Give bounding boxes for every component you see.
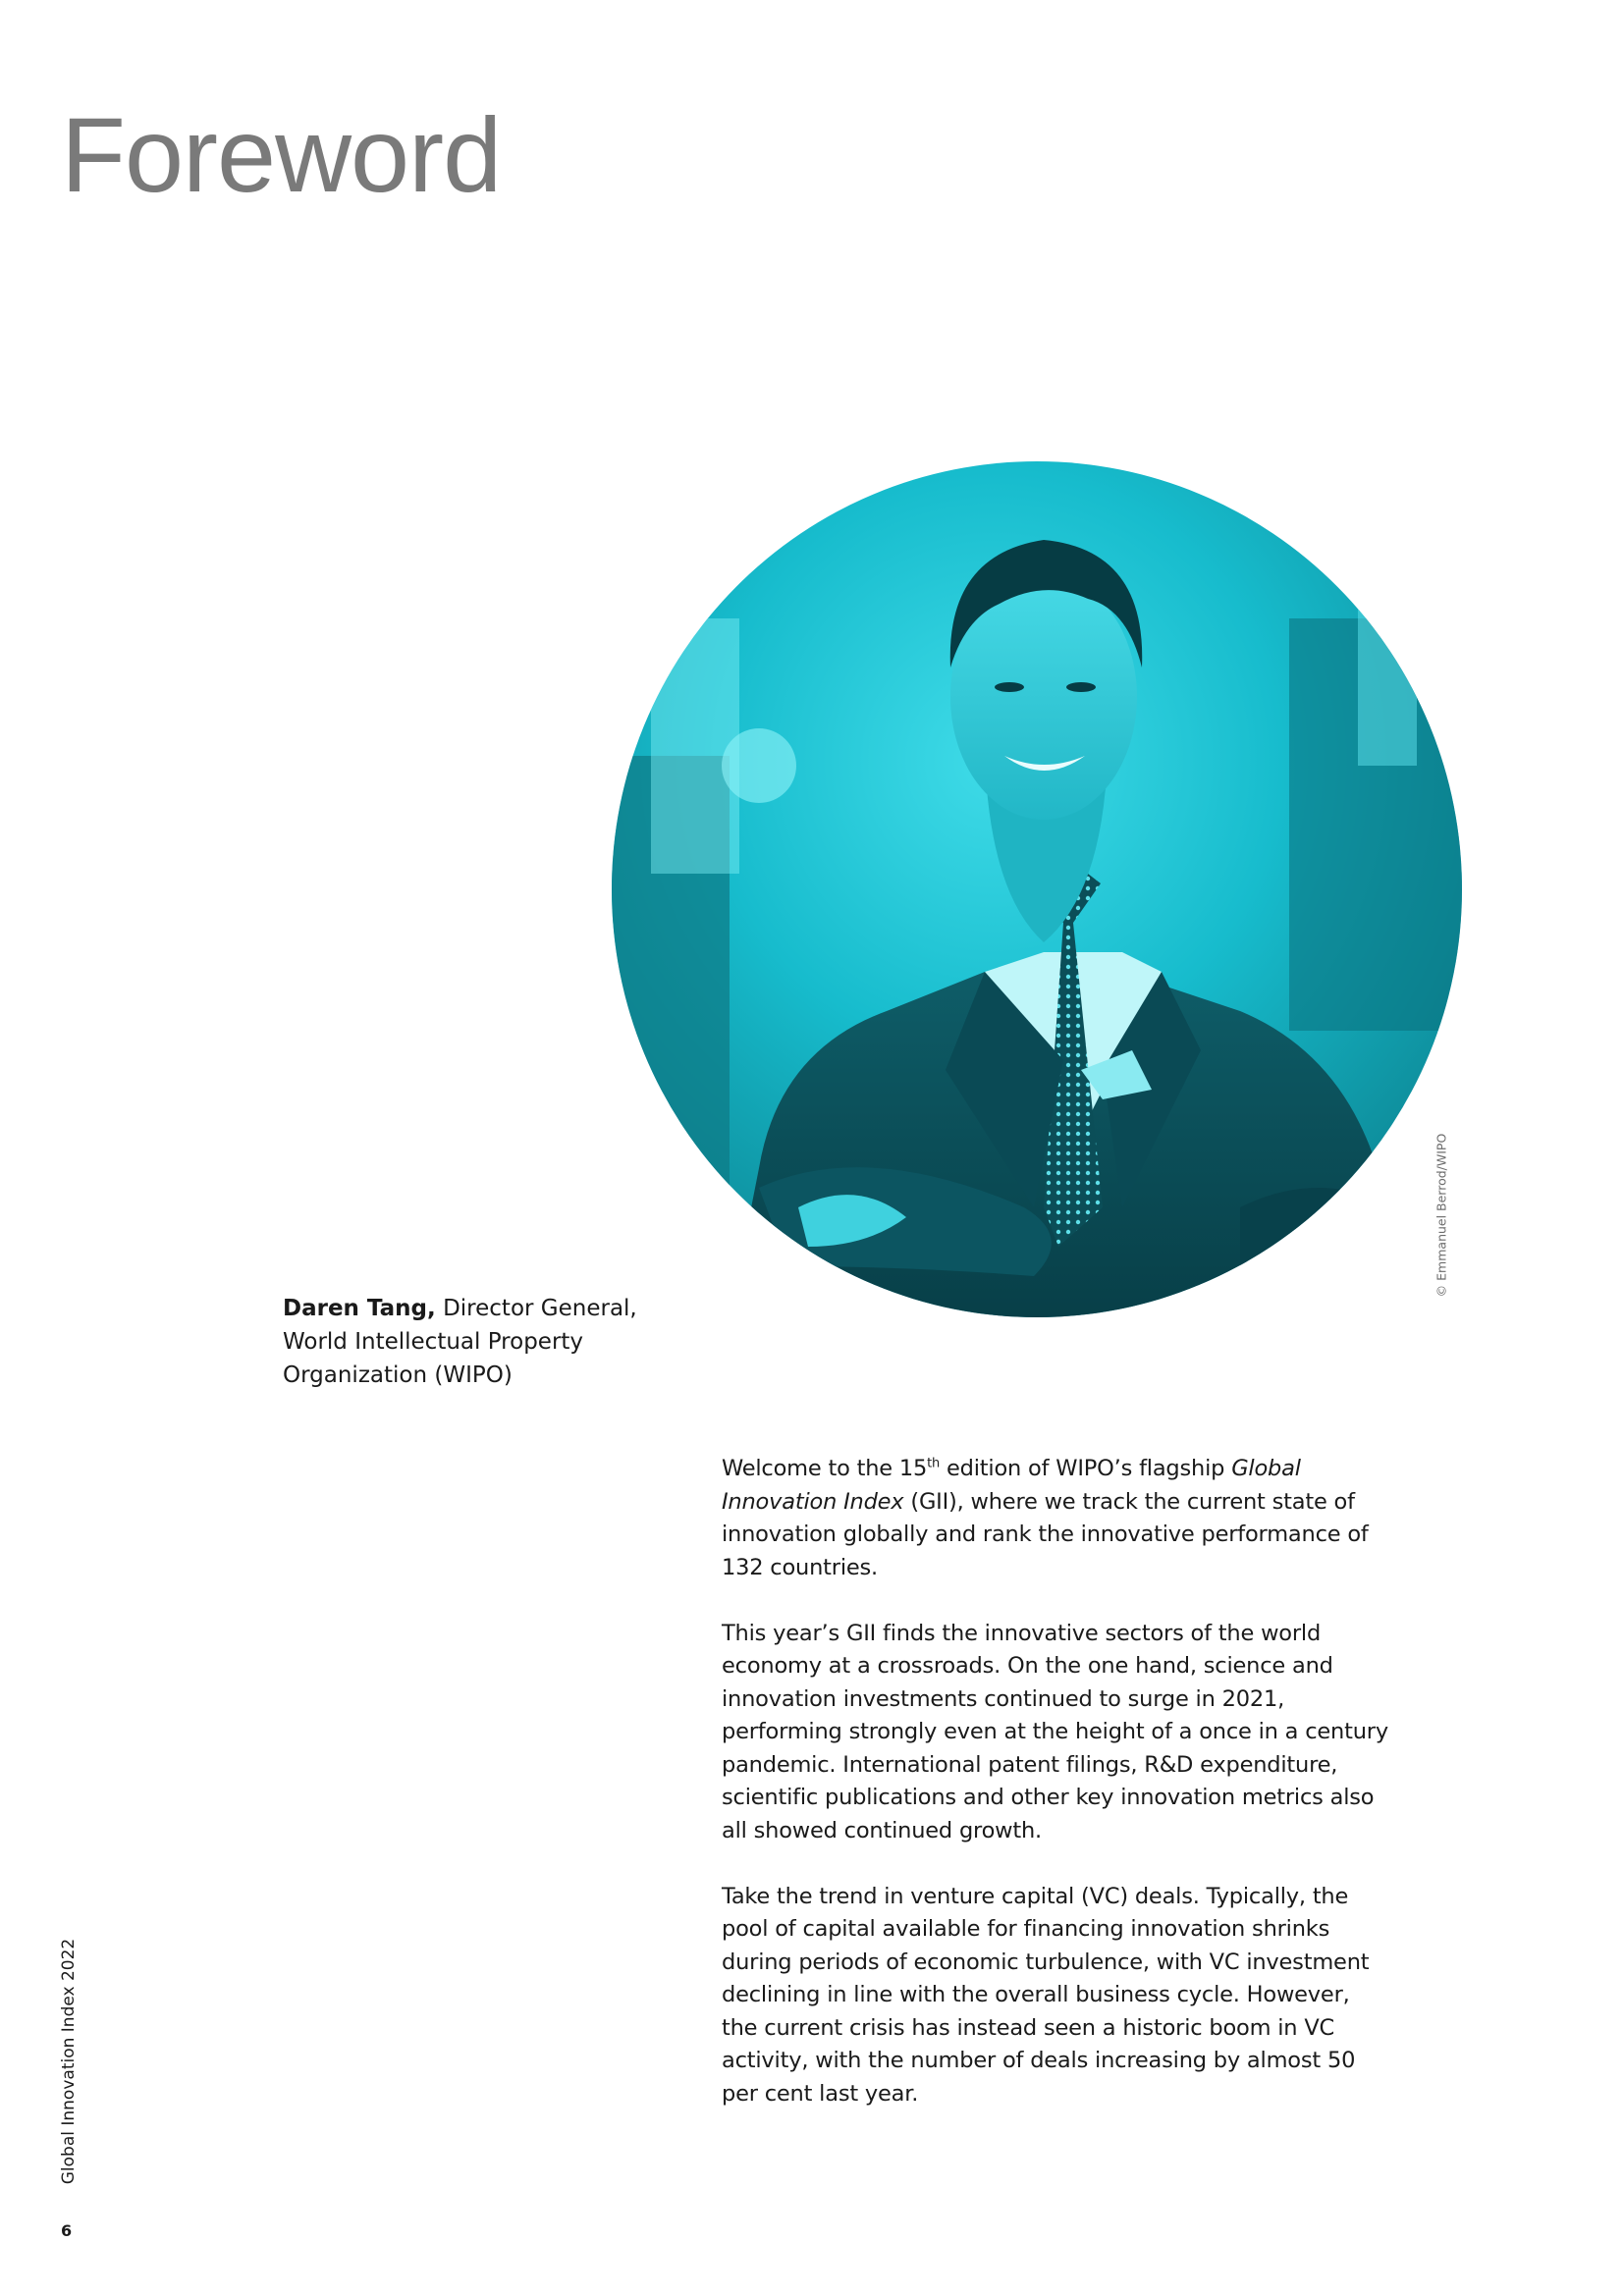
caption-line-3: Organization (WIPO): [283, 1362, 513, 1388]
p1-text-a: Welcome to the 15: [722, 1456, 928, 1481]
page-number: 6: [61, 2221, 73, 2240]
portrait-caption: [283, 1292, 656, 1392]
foreword-body: [722, 1453, 1389, 2144]
p1-text-c: (GII), where we track the current state of innovation globally and rank the innovative performance of 132 countries.: [722, 1488, 1369, 1580]
photo-credit-text: © Emmanuel Berrod/WIPO: [1434, 1133, 1449, 1298]
caption-role: Director General,: [443, 1296, 637, 1321]
p1-italic-title: Global Innovation Index: [722, 1456, 1301, 1515]
page-title: Foreword: [61, 95, 502, 214]
portrait-photo: [612, 461, 1462, 1317]
caption-name: Daren Tang,: [283, 1296, 436, 1321]
caption-line-2: World Intellectual Property: [283, 1329, 584, 1355]
paragraph-2: This year’s GII finds the innovative sectors of the world economy at a crossroads. On the one hand, science and innovation investments continued to surge in 2021, performing strongly even at the height of a once in a century pandemic. International patent filings, R&D expenditure, scientific publications and other key innovation metrics also all showed continued growth.: [722, 1620, 1388, 1843]
paragraph-1: [722, 1453, 1389, 1584]
paragraph-3: Take the trend in venture capital (VC) deals. Typically, the pool of capital available for financing innovation shrinks during periods of economic turbulence, with VC investment declining in line with the overall business cycle. However, the current crisis has instead seen a historic boom in VC activity, with the number of deals increasing by almost 50 per cent last year.: [722, 1883, 1370, 2107]
p1-superscript: th: [927, 1456, 941, 1471]
running-label-text: Global Innovation Index 2022: [59, 1938, 79, 2185]
p1-text-b: edition of WIPO’s flagship: [940, 1456, 1232, 1481]
